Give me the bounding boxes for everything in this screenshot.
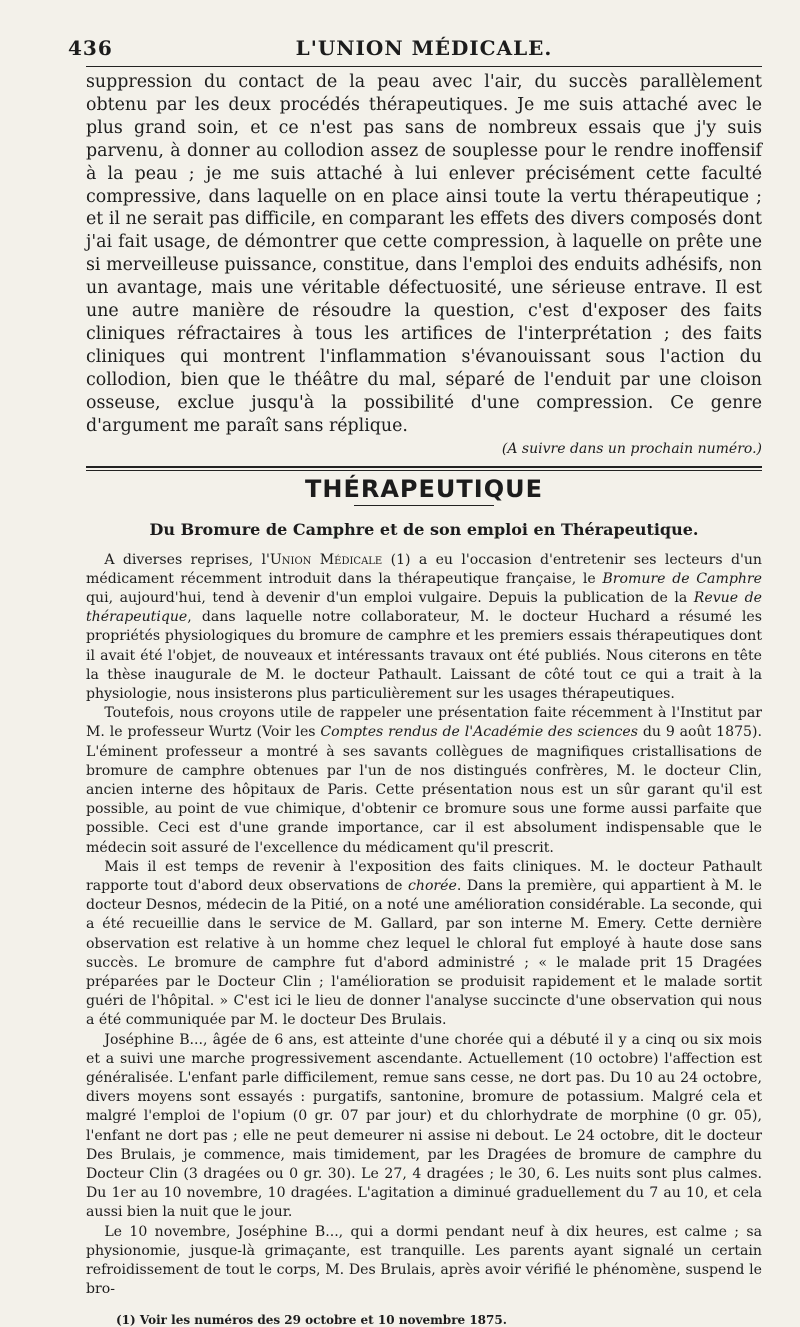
journal-name: Union Médicale bbox=[269, 551, 383, 568]
page-number: 436 bbox=[68, 36, 113, 60]
title-underline bbox=[354, 505, 494, 506]
text-run: Mais il est temps de revenir à l'exposition des faits cliniques. M. le docteur Pathault rapporte tout d'abord deux observations de bbox=[86, 858, 762, 894]
article-title: Du Bromure de Camphre et de son emploi en Thérapeutique. bbox=[149, 519, 699, 539]
text-run: (1) a eu l'occasion d'entretenir ses lecteurs d'un médicament récemment introduit dans la thérapeutique française, le bbox=[86, 551, 763, 587]
continued-note: (A suivre dans un prochain numéro.) bbox=[501, 440, 762, 457]
text-run: A diverses reprises, l' bbox=[104, 551, 270, 568]
section-divider bbox=[86, 466, 762, 471]
paragraph-3 bbox=[86, 858, 762, 1031]
header-rule bbox=[86, 66, 762, 67]
continuation-paragraph: suppression du contact de la peau avec l'air, du succès parallèlement obtenu par les deux procédés thérapeutiques. Je me suis attaché avec le plus grand soin, et ce n'est pas sans de nombreux essais que j'y suis parvenu, à donner au collodion assez de souplesse pour le rendre inoffensif à la peau ; je me suis attaché à lui enlever précisément cette faculté compressive, dans laquelle on en place ainsi toute la vertu thérapeutique ; et il ne serait pas difficile, en comparant les effets des divers composés dont j'ai fait usage, de démontrer que cette compression, à laquelle on prête une si merveilleuse puissance, constitue, dans l'emploi des enduits adhésifs, non un avantage, mais une véritable défectuosité, une sérieuse entrave. Il est une autre manière de résoudre la question, c'est d'exposer des faits cliniques réfractaires à tous les artifices de l'interprétation ; des faits cliniques qui montrent l'inflammation s'évanouissant sous l'action du collodion, bien que le théâtre du mal, séparé de l'enduit par une cloison osseuse, exclue jusqu'à la possibilité d'une compression. Ce genre d'argument me paraît sans réplique. bbox=[86, 72, 762, 436]
italic-term: Bromure de Camphre bbox=[602, 570, 762, 587]
text-run: , dans laquelle notre collaborateur, M. le docteur Huchard a résumé les propriétés physiologiques du bromure de camphre et les premiers essais thérapeutiques dont il avait été l'objet, de nouveaux et intéressants travaux ont été publiés. Nous citerons en tête la thèse inaugurale de M. le docteur Pathault. Laissant de côté tout ce qui a trait à la physiologie, nous insisterons plus particulièrement sur les usages thérapeutiques. bbox=[86, 609, 762, 702]
page-header bbox=[68, 30, 762, 64]
section-title: THÉRAPEUTIQUE bbox=[305, 474, 543, 503]
text-run: qui, aujourd'hui, tend à devenir d'un emploi vulgaire. Depuis la publication de la bbox=[86, 589, 694, 606]
footnote: (1) Voir les numéros des 29 octobre et 10 novembre 1875. bbox=[116, 1313, 507, 1327]
italic-term: Comptes rendus de l'Académie des sciences bbox=[320, 724, 638, 741]
paragraph-4: Joséphine B..., âgée de 6 ans, est atteinte d'une chorée qui a débuté il y a cinq ou six mois et a suivi une marche progressivement ascendante. Actuellement (10 octobre) l'affection est généralisée. L'enfant parle difficilement, remue sans cesse, ne dort pas. Du 10 au 24 octobre, divers moyens sont essayés : purgatifs, santonine, bromure de potassium. Malgré cela et malgré l'emploi de l'opium (0 gr. 07 par jour) et du chlorhydrate de morphine (0 gr. 05), l'enfant ne dort pas ; elle ne peut demeurer ni assise ni debout. Le 24 octobre, dit le docteur Des Brulais, je commence, mais timidement, par les Dragées de bromure de camphre du Docteur Clin (3 dragées ou 0 gr. 30). Le 27, 4 dragées ; le 30, 6. Les nuits sont plus calmes. Du 1er au 10 novembre, 10 dragées. L'agitation a diminué graduellement du 7 au 10, et cela aussi bien la nuit que le jour. bbox=[86, 1031, 762, 1221]
text-run: Toutefois, nous croyons utile de rappeler une présentation faite récemment à l'Institut par M. le professeur Wurtz (Voir les bbox=[86, 705, 762, 741]
italic-term: Revue de thérapeutique bbox=[86, 589, 762, 626]
paragraph-1 bbox=[86, 551, 762, 705]
running-title: L'UNION MÉDICALE. bbox=[295, 36, 553, 60]
paragraph-2 bbox=[86, 704, 762, 858]
italic-term: chorée bbox=[407, 877, 457, 894]
text-run: . Dans la première, qui appartient à M. le docteur Desnos, médecin de la Pitié, on a noté une amélioration considérable. La seconde, qui a été recueillie dans le service de M. Gallard, par son interne M. Emery. Cette dernière observation est relative à un homme chez lequel le chloral fut employé à haute dose sans succès. Le bromure de camphre fut d'abord administré ; « le malade prit 15 Dragées préparées par le Docteur Clin ; l'amélioration se produisit rapidement et le malade sortit guéri de l'hôpital. » C'est ici le lieu de donner l'analyse succincte d'une observation qui nous a été communiquée par M. le docteur Des Brulais. bbox=[86, 877, 762, 1029]
paragraph-5: Le 10 novembre, Joséphine B..., qui a dormi pendant neuf à dix heures, est calme ; sa physionomie, jusque-là grimaçante, est tranquille. Les parents ayant signalé un certain refroidissement de tout le corps, M. Des Brulais, après avoir vérifié le phénomène, suspend le bro- bbox=[86, 1223, 762, 1298]
text-run: du 9 août 1875). L'éminent professeur a montré à ses savants collègues de magnifiques cristallisations de bromure de camphre obtenues par l'un de nos distingués confrères, M. le docteur Clin, ancien interne des hôpitaux de Paris. Cette présentation nous est un sûr garant qu'il est possible, au point de vue chimique, d'obtenir ce bromure sous une forme aussi parfaite que possible. Ceci est d'une grande importance, car il est absolument indispensable que le médecin soit assuré de l'excellence du médicament qu'il prescrit. bbox=[86, 724, 762, 856]
